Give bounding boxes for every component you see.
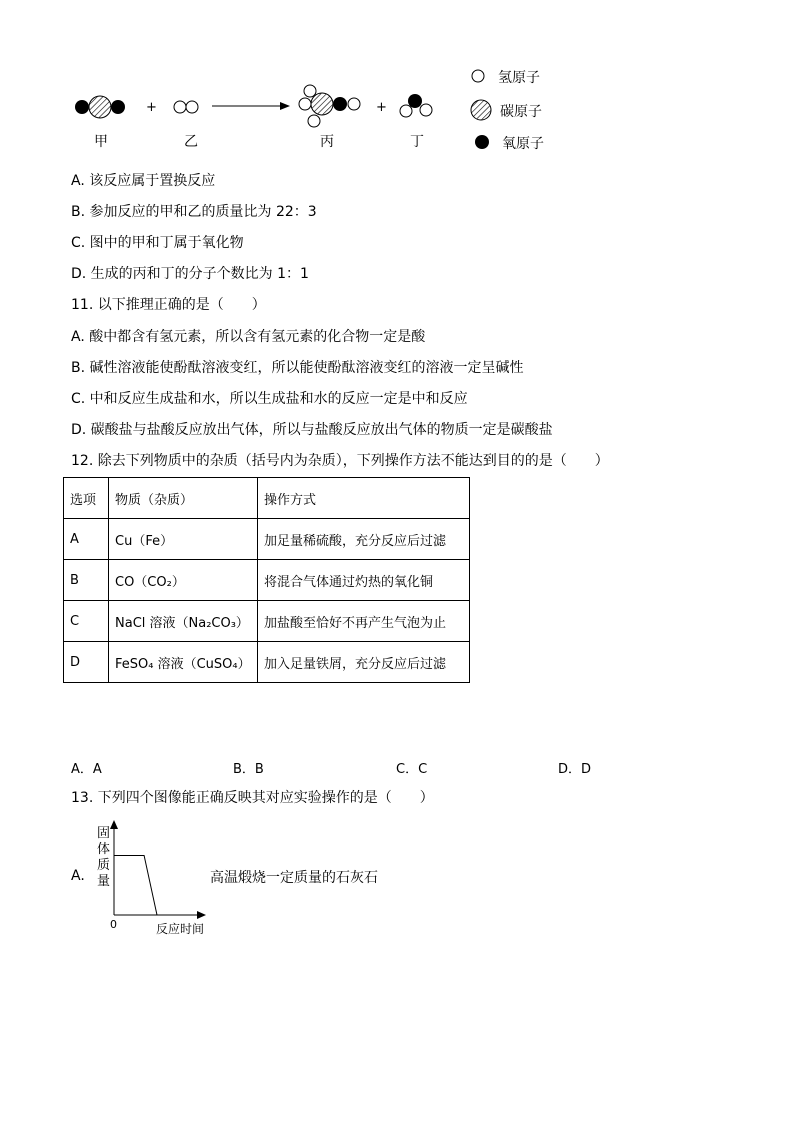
reaction-arrow bbox=[212, 102, 290, 110]
table-cell: 加盐酸至恰好不再产生气泡为止 bbox=[258, 601, 470, 642]
q12-answer-b: B．B bbox=[233, 762, 264, 777]
q13-stem: 13. 下列四个图像能正确反映其对应实验操作的是（ ） bbox=[71, 790, 434, 806]
q11-option-d: D. 碳酸盐与盐酸反应放出气体，所以与盐酸反应放出气体的物质一定是碳酸盐 bbox=[71, 422, 553, 438]
q11-stem: 11. 以下推理正确的是（ ） bbox=[71, 297, 266, 313]
q10-option-a: A. 该反应属于置换反应 bbox=[71, 173, 216, 189]
table-cell: FeSO₄ 溶液（CuSO₄） bbox=[109, 642, 258, 683]
label-bing: 丙 bbox=[320, 134, 334, 150]
molecule-yi bbox=[174, 101, 198, 113]
q10-option-c: C. 图中的甲和丁属于氧化物 bbox=[71, 235, 244, 251]
table-cell: C bbox=[64, 601, 109, 642]
x-axis-arrow-icon bbox=[197, 911, 206, 919]
q10-option-b: B. 参加反应的甲和乙的质量比为 22：3 bbox=[71, 204, 317, 220]
table-cell: 加入足量铁屑，充分反应后过滤 bbox=[258, 642, 470, 683]
molecule-ding bbox=[400, 94, 432, 117]
plus-sign-1: + bbox=[146, 100, 157, 115]
table-cell: B bbox=[64, 560, 109, 601]
q12-answer-a: A．A bbox=[71, 762, 102, 777]
label-jia: 甲 bbox=[94, 134, 108, 150]
table-header-row bbox=[64, 478, 470, 519]
molecule-bing bbox=[299, 85, 360, 127]
q12-stem: 12. 除去下列物质中的杂质（括号内为杂质），下列操作方法不能达到目的的是（ ） bbox=[71, 453, 609, 469]
label-yi: 乙 bbox=[184, 134, 198, 150]
legend-hydrogen-icon bbox=[472, 70, 484, 82]
table-row bbox=[64, 642, 470, 683]
table-cell: Cu（Fe） bbox=[109, 519, 258, 560]
table-cell: 将混合气体通过灼热的氧化铜 bbox=[258, 560, 470, 601]
chart-ylabel: 固体质量 bbox=[97, 826, 111, 889]
legend-carbon-label: 碳原子 bbox=[500, 104, 542, 120]
plus-sign-2: + bbox=[376, 100, 387, 115]
table-cell: D bbox=[64, 642, 109, 683]
chart-xlabel: 反应时间 bbox=[156, 922, 205, 936]
q11-option-a: A. 酸中都含有氢元素，所以含有氢元素的化合物一定是酸 bbox=[71, 329, 426, 345]
molecule-jia bbox=[75, 96, 125, 118]
q11-option-b: B. 碱性溶液能使酚酞溶液变红，所以能使酚酞溶液变红的溶液一定呈碱性 bbox=[71, 360, 524, 376]
legend-hydrogen-label: 氢原子 bbox=[498, 70, 540, 86]
y-axis-arrow-icon bbox=[110, 820, 118, 829]
chart-origin-label: 0 bbox=[110, 918, 117, 931]
q12-answer-d: D．D bbox=[558, 762, 592, 777]
series-line bbox=[114, 856, 157, 916]
table-header-cell: 操作方式 bbox=[258, 478, 470, 519]
table-cell: NaCl 溶液（Na₂CO₃） bbox=[109, 601, 258, 642]
table-header-cell: 物质（杂质） bbox=[109, 478, 258, 519]
q13-option-a-label: A. bbox=[71, 868, 85, 884]
q12-table bbox=[63, 477, 470, 683]
table-row bbox=[64, 560, 470, 601]
table-cell: A bbox=[64, 519, 109, 560]
table-row bbox=[64, 519, 470, 560]
legend-oxygen-icon bbox=[475, 135, 489, 149]
label-ding: 丁 bbox=[410, 134, 424, 150]
q10-option-d: D. 生成的丙和丁的分子个数比为 1：1 bbox=[71, 266, 309, 282]
legend-oxygen-label: 氧原子 bbox=[502, 136, 544, 152]
table-cell: 加足量稀硫酸，充分反应后过滤 bbox=[258, 519, 470, 560]
table-row bbox=[64, 601, 470, 642]
legend-carbon-icon bbox=[471, 100, 491, 120]
q13-caption: 高温煅烧一定质量的石灰石 bbox=[210, 870, 378, 886]
q11-option-c: C. 中和反应生成盐和水，所以生成盐和水的反应一定是中和反应 bbox=[71, 391, 468, 407]
q12-answer-c: C．C bbox=[396, 762, 428, 777]
table-cell: CO（CO₂） bbox=[109, 560, 258, 601]
table-header-cell: 选项 bbox=[64, 478, 109, 519]
